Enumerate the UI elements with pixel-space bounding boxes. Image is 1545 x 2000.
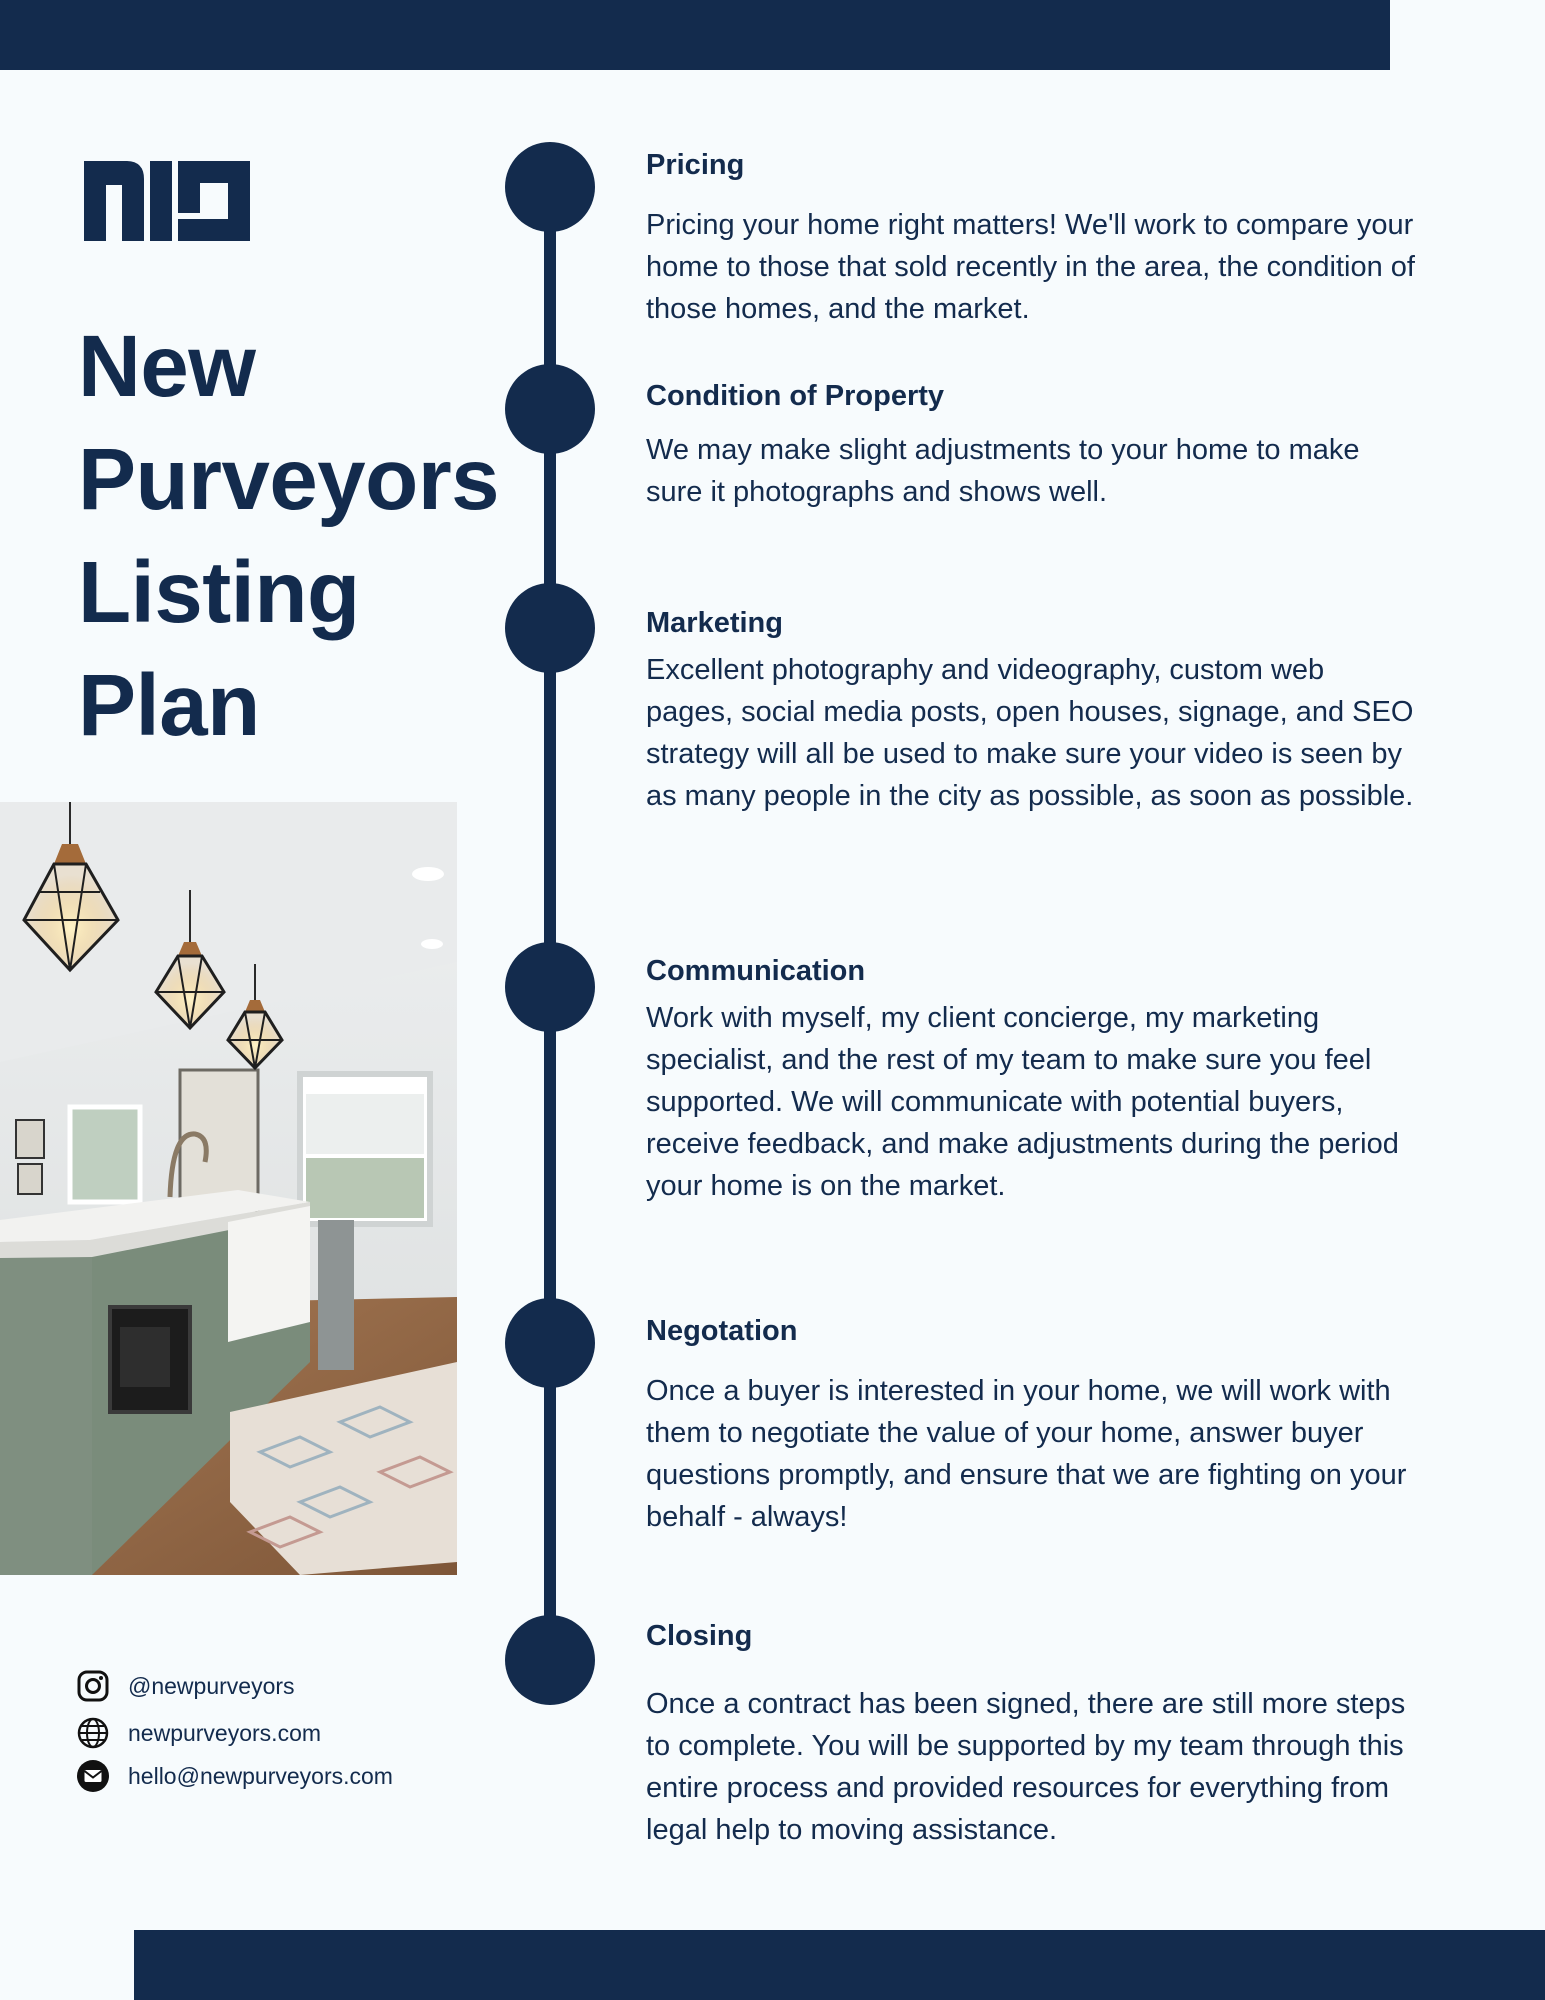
step-communication (646, 952, 1416, 1207)
step-negotiation (646, 1312, 1416, 1538)
title-line: New (78, 318, 256, 415)
step-body: Excellent photography and videography, custom web pages, social media posts, open houses, signage, and SEO strategy will all be used to make sure your video is seen by as many people in the city as possible, as soon as possible. (646, 654, 1414, 812)
timeline-dot (505, 1615, 595, 1705)
timeline-dot (505, 1298, 595, 1388)
contact-text: newpurveyors.com (128, 1719, 322, 1746)
step-title: Pricing (646, 149, 745, 181)
top-banner (0, 0, 1390, 70)
contact-email[interactable] (76, 1758, 393, 1794)
step-body: We may make slight adjustments to your home to make sure it photographs and shows well. (646, 434, 1360, 508)
instagram-icon (76, 1669, 110, 1703)
contact-text: hello@newpurveyors.com (128, 1762, 393, 1789)
step-pricing (646, 146, 1416, 330)
step-body: Work with myself, my client concierge, my marketing specialist, and the rest of my team to make sure you feel supported. We will communicate with potential buyers, receive feedback, and make adjustments during the period your home is on the market. (646, 1002, 1399, 1202)
globe-icon (76, 1716, 110, 1750)
step-closing (646, 1617, 1416, 1851)
title-line: Listing (78, 544, 360, 641)
contact-instagram[interactable] (76, 1668, 295, 1704)
step-marketing (646, 604, 1416, 817)
brand-logo (84, 161, 250, 241)
contact-text: @newpurveyors (128, 1672, 295, 1699)
step-title: Closing (646, 1620, 753, 1652)
step-title: Communication (646, 955, 866, 987)
bottom-banner (134, 1930, 1545, 2000)
step-title: Marketing (646, 607, 783, 639)
step-condition (646, 377, 1416, 513)
timeline-dot (505, 942, 595, 1032)
step-body: Pricing your home right matters! We'll work to compare your home to those that sold recently in the area, the condition of those homes, and the market. (646, 209, 1415, 325)
step-title: Negotation (646, 1315, 798, 1347)
timeline-dot (505, 364, 595, 454)
step-body: Once a contract has been signed, there are still more steps to complete. You will be supported by my team through this entire process and provided resources for everything from legal help to moving assistance. (646, 1688, 1406, 1846)
page-title (78, 310, 499, 762)
kitchen-photo (0, 802, 457, 1575)
contact-website[interactable] (76, 1715, 321, 1751)
timeline-dot (505, 583, 595, 673)
timeline-dot (505, 142, 595, 232)
title-line: Plan (78, 657, 260, 754)
step-title: Condition of Property (646, 380, 945, 412)
step-body: Once a buyer is interested in your home, we will work with them to negotiate the value of your home, answer buyer questions promptly, and ensure that we are fighting on your behalf - always! (646, 1375, 1407, 1533)
title-line: Purveyors (78, 431, 500, 528)
mail-icon (76, 1759, 110, 1793)
